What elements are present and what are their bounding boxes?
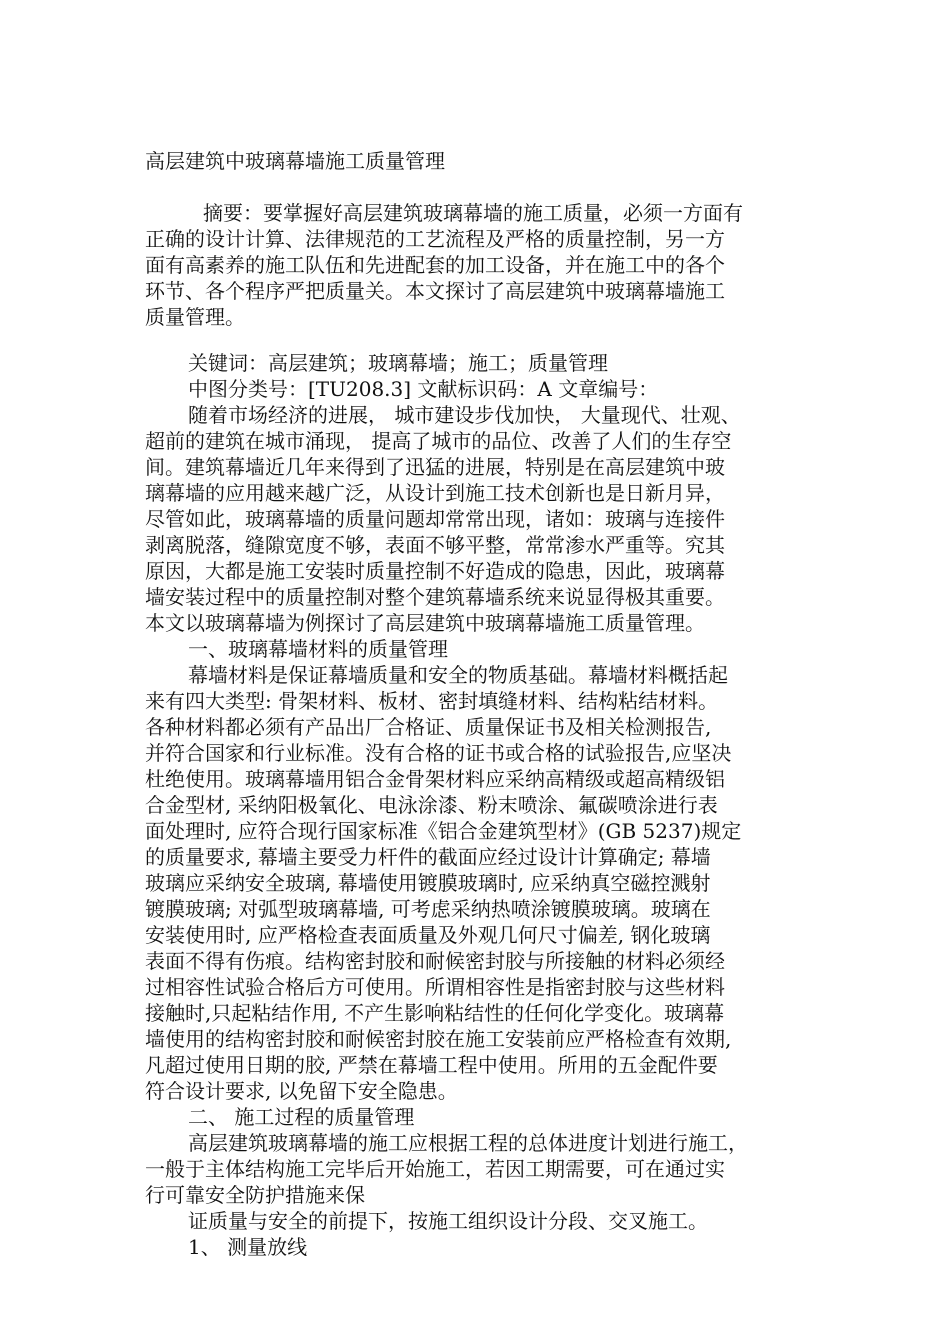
body-line: 来有四大类型: 骨架材料、板材、密封填缝材料、结构粘结材料。 — [145, 689, 719, 713]
body-line: 并符合国家和行业标准。没有合格的证书或合格的试验报告,应坚决 — [145, 741, 732, 765]
abstract-line: 正确的设计计算、法律规范的工艺流程及严格的质量控制，另一方 — [145, 227, 725, 251]
section-heading: 一、玻璃幕墙材料的质量管理 — [188, 637, 448, 661]
body-line: 尽管如此，玻璃幕墙的质量问题却常常出现，诸如：玻璃与连接件 — [145, 507, 725, 531]
body-line: 本文以玻璃幕墙为例探讨了高层建筑中玻璃幕墙施工质量管理。 — [145, 611, 705, 635]
abstract-line: 面有高素养的施工队伍和先进配套的加工设备，并在施工中的各个 — [145, 253, 725, 277]
body-line: 高层建筑玻璃幕墙的施工应根据工程的总体进度计划进行施工， — [188, 1131, 748, 1155]
body-line: 墙使用的结构密封胶和耐候密封胶在施工安装前应严格检查有效期, — [145, 1027, 732, 1051]
body-line: 表面不得有伤痕。结构密封胶和耐候密封胶与所接触的材料必须经 — [145, 949, 725, 973]
body-line: 各种材料都必须有产品出厂合格证、质量保证书及相关检测报告, — [145, 715, 712, 739]
body-line: 证质量与安全的前提下，按施工组织设计分段、交叉施工。 — [188, 1209, 708, 1233]
body-line: 随着市场经济的进展， 城市建设步伐加快， 大量现代、壮观、 — [188, 403, 741, 427]
body-line: 原因，大都是施工安装时质量控制不好造成的隐患，因此，玻璃幕 — [145, 559, 725, 583]
subsection-heading: 1、 测量放线 — [188, 1235, 308, 1259]
abstract-line: 摘要：要掌握好高层建筑玻璃幕墙的施工质量，必须一方面有 — [203, 201, 743, 225]
body-line: 安装使用时, 应严格检查表面质量及外观几何尺寸偏差, 钢化玻璃 — [145, 923, 711, 947]
body-line: 杜绝使用。玻璃幕墙用铝合金骨架材料应采纳高精级或超高精级铝 — [145, 767, 725, 791]
body-line: 璃幕墙的应用越来越广泛，从设计到施工技术创新也是日新月异， — [145, 481, 725, 505]
body-line: 符合设计要求, 以免留下安全隐患。 — [145, 1079, 458, 1103]
keywords-line: 关键词：高层建筑；玻璃幕墙；施工；质量管理 — [188, 351, 608, 375]
subtitle-line: 高层建筑中玻璃幕墙施工质量管理 — [145, 149, 445, 173]
body-line: 间。建筑幕墙近几年来得到了迅猛的进展，特别是在高层建筑中玻 — [145, 455, 725, 479]
body-line: 墙安装过程中的质量控制对整个建筑幕墙系统来说显得极其重要。 — [145, 585, 725, 609]
body-line: 行可靠安全防护措施来保 — [145, 1183, 365, 1207]
body-line: 面处理时, 应符合现行国家标准《铝合金建筑型材》(GB 5237)规定 — [145, 819, 742, 843]
classification-line: 中图分类号：[TU208.3] 文献标识码：A 文章编号： — [188, 377, 659, 401]
section-heading: 二、 施工过程的质量管理 — [188, 1105, 415, 1129]
document-title — [0, 122, 950, 150]
body-line: 剥离脱落，缝隙宽度不够，表面不够平整，常常渗水严重等。究其 — [145, 533, 725, 557]
abstract-line: 环节、各个程序严把质量关。本文探讨了高层建筑中玻璃幕墙施工 — [145, 279, 725, 303]
body-line: 镀膜玻璃; 对弧型玻璃幕墙, 可考虑采纳热喷涂镀膜玻璃。玻璃在 — [145, 897, 711, 921]
body-line: 玻璃应采纳安全玻璃, 幕墙使用镀膜玻璃时, 应采纳真空磁控溅射 — [145, 871, 711, 895]
abstract-line: 质量管理。 — [145, 305, 245, 329]
body-line: 过相容性试验合格后方可使用。所谓相容性是指密封胶与这些材料 — [145, 975, 725, 999]
body-line: 幕墙材料是保证幕墙质量和安全的物质基础。幕墙材料概括起 — [188, 663, 728, 687]
body-line: 接触时,只起粘结作用, 不产生影响粘结性的任何化学变化。玻璃幕 — [145, 1001, 725, 1025]
body-line: 超前的建筑在城市涌现， 提高了城市的品位、改善了人们的生存空 — [145, 429, 732, 453]
body-line: 合金型材, 采纳阳极氧化、电泳涂漆、粉末喷涂、氟碳喷涂进行表 — [145, 793, 718, 817]
body-line: 一般于主体结构施工完毕后开始施工，若因工期需要，可在通过实 — [145, 1157, 725, 1181]
body-line: 的质量要求, 幕墙主要受力杆件的截面应经过设计计算确定; 幕墙 — [145, 845, 711, 869]
body-line: 凡超过使用日期的胶, 严禁在幕墙工程中使用。所用的五金配件要 — [145, 1053, 718, 1077]
